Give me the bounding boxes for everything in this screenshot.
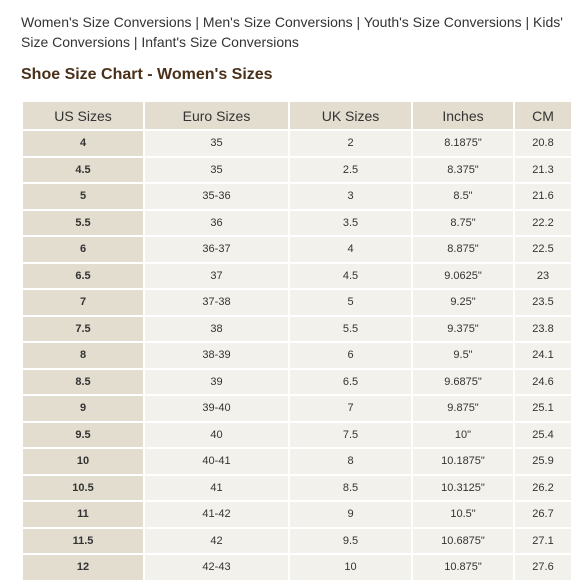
table-cell: 9.5 bbox=[289, 528, 412, 555]
table-cell: 38-39 bbox=[144, 342, 289, 369]
nav-separator: | bbox=[195, 14, 200, 30]
table-cell: 9.5 bbox=[22, 422, 144, 449]
table-row bbox=[22, 448, 572, 475]
nav-separator: | bbox=[356, 14, 361, 30]
table-cell: 5 bbox=[289, 289, 412, 316]
table-cell: 10 bbox=[289, 554, 412, 580]
table-cell: 9.5" bbox=[412, 342, 514, 369]
table-cell: 10.5 bbox=[22, 475, 144, 502]
table-cell: 36-37 bbox=[144, 236, 289, 263]
table-cell: 10.6875" bbox=[412, 528, 514, 555]
table-cell: 3 bbox=[289, 183, 412, 210]
table-cell: 7.5 bbox=[289, 422, 412, 449]
table-cell: 7 bbox=[22, 289, 144, 316]
table-cell: 8.1875" bbox=[412, 130, 514, 157]
table-cell: 9.6875" bbox=[412, 369, 514, 396]
table-cell: 20.8 bbox=[514, 130, 572, 157]
table-cell: 38 bbox=[144, 316, 289, 343]
table-row bbox=[22, 157, 572, 184]
table-cell: 4.5 bbox=[289, 263, 412, 290]
table-cell: 35-36 bbox=[144, 183, 289, 210]
table-cell: 10" bbox=[412, 422, 514, 449]
table-cell: 8.5" bbox=[412, 183, 514, 210]
table-cell: 6.5 bbox=[289, 369, 412, 396]
table-cell: 40-41 bbox=[144, 448, 289, 475]
table-cell: 10.5" bbox=[412, 501, 514, 528]
table-cell: 25.1 bbox=[514, 395, 572, 422]
table-cell: 4 bbox=[22, 130, 144, 157]
table-cell: 35 bbox=[144, 130, 289, 157]
table-cell: 23.8 bbox=[514, 316, 572, 343]
nav-link-women-s-size-conversions[interactable]: Women's Size Conversions bbox=[21, 14, 192, 30]
table-row bbox=[22, 554, 572, 580]
table-cell: 24.1 bbox=[514, 342, 572, 369]
table-row bbox=[22, 130, 572, 157]
table-row bbox=[22, 395, 572, 422]
table-cell: 21.3 bbox=[514, 157, 572, 184]
table-cell: 22.5 bbox=[514, 236, 572, 263]
table-cell: 8 bbox=[289, 448, 412, 475]
table-cell: 6 bbox=[22, 236, 144, 263]
table-cell: 9 bbox=[289, 501, 412, 528]
table-cell: 10.3125" bbox=[412, 475, 514, 502]
table-header-row bbox=[22, 101, 572, 130]
table-cell: 39-40 bbox=[144, 395, 289, 422]
table-cell: 41-42 bbox=[144, 501, 289, 528]
table-cell: 2 bbox=[289, 130, 412, 157]
table-cell: 37-38 bbox=[144, 289, 289, 316]
table-cell: 8 bbox=[22, 342, 144, 369]
table-cell: 24.6 bbox=[514, 369, 572, 396]
table-row bbox=[22, 263, 572, 290]
table-cell: 37 bbox=[144, 263, 289, 290]
table-cell: 8.5 bbox=[289, 475, 412, 502]
table-cell: 9.375" bbox=[412, 316, 514, 343]
column-header: Euro Sizes bbox=[144, 101, 289, 130]
column-header: UK Sizes bbox=[289, 101, 412, 130]
table-row bbox=[22, 528, 572, 555]
nav-link-kids-size-conversions[interactable]: Kids' Size Conversions bbox=[21, 14, 563, 50]
table-cell: 9 bbox=[22, 395, 144, 422]
table-cell: 25.9 bbox=[514, 448, 572, 475]
table-cell: 40 bbox=[144, 422, 289, 449]
table-cell: 42 bbox=[144, 528, 289, 555]
table-cell: 27.1 bbox=[514, 528, 572, 555]
size-conversion-nav bbox=[21, 12, 566, 52]
nav-separator: | bbox=[133, 34, 138, 50]
table-cell: 21.6 bbox=[514, 183, 572, 210]
table-cell: 6.5 bbox=[22, 263, 144, 290]
page-title: Shoe Size Chart - Women's Sizes bbox=[21, 66, 273, 83]
table-cell: 10.1875" bbox=[412, 448, 514, 475]
column-header: CM bbox=[514, 101, 572, 130]
table-cell: 6 bbox=[289, 342, 412, 369]
table-cell: 26.7 bbox=[514, 501, 572, 528]
table-cell: 9.25" bbox=[412, 289, 514, 316]
nav-link-youth-s-size-conversions[interactable]: Youth's Size Conversions bbox=[363, 14, 522, 30]
table-cell: 42-43 bbox=[144, 554, 289, 580]
nav-link-men-s-size-conversions[interactable]: Men's Size Conversions bbox=[202, 14, 353, 30]
table-cell: 41 bbox=[144, 475, 289, 502]
table-cell: 11 bbox=[22, 501, 144, 528]
table-row bbox=[22, 183, 572, 210]
table-cell: 7 bbox=[289, 395, 412, 422]
table-row bbox=[22, 369, 572, 396]
table-cell: 5.5 bbox=[22, 210, 144, 237]
table-cell: 25.4 bbox=[514, 422, 572, 449]
table-cell: 23 bbox=[514, 263, 572, 290]
size-chart-table bbox=[21, 100, 573, 580]
table-row bbox=[22, 289, 572, 316]
table-cell: 8.75" bbox=[412, 210, 514, 237]
table-cell: 36 bbox=[144, 210, 289, 237]
table-cell: 26.2 bbox=[514, 475, 572, 502]
table-cell: 12 bbox=[22, 554, 144, 580]
table-cell: 7.5 bbox=[22, 316, 144, 343]
table-cell: 4.5 bbox=[22, 157, 144, 184]
table-cell: 10.875" bbox=[412, 554, 514, 580]
table-cell: 9.0625" bbox=[412, 263, 514, 290]
table-row bbox=[22, 475, 572, 502]
table-cell: 3.5 bbox=[289, 210, 412, 237]
nav-separator: | bbox=[525, 14, 530, 30]
table-row bbox=[22, 422, 572, 449]
table-row bbox=[22, 501, 572, 528]
table-body bbox=[22, 130, 572, 580]
column-header: US Sizes bbox=[22, 101, 144, 130]
table-cell: 8.375" bbox=[412, 157, 514, 184]
table-cell: 9.875" bbox=[412, 395, 514, 422]
table-row bbox=[22, 342, 572, 369]
table-cell: 2.5 bbox=[289, 157, 412, 184]
table-cell: 22.2 bbox=[514, 210, 572, 237]
table-cell: 10 bbox=[22, 448, 144, 475]
table-cell: 39 bbox=[144, 369, 289, 396]
column-header: Inches bbox=[412, 101, 514, 130]
table-row bbox=[22, 316, 572, 343]
table-row bbox=[22, 236, 572, 263]
table-cell: 35 bbox=[144, 157, 289, 184]
table-cell: 27.6 bbox=[514, 554, 572, 580]
table-cell: 5.5 bbox=[289, 316, 412, 343]
table-cell: 23.5 bbox=[514, 289, 572, 316]
table-cell: 4 bbox=[289, 236, 412, 263]
table-cell: 8.5 bbox=[22, 369, 144, 396]
table-cell: 5 bbox=[22, 183, 144, 210]
table-cell: 8.875" bbox=[412, 236, 514, 263]
table-row bbox=[22, 210, 572, 237]
table-cell: 11.5 bbox=[22, 528, 144, 555]
nav-link-infant-s-size-conversions[interactable]: Infant's Size Conversions bbox=[141, 34, 299, 50]
